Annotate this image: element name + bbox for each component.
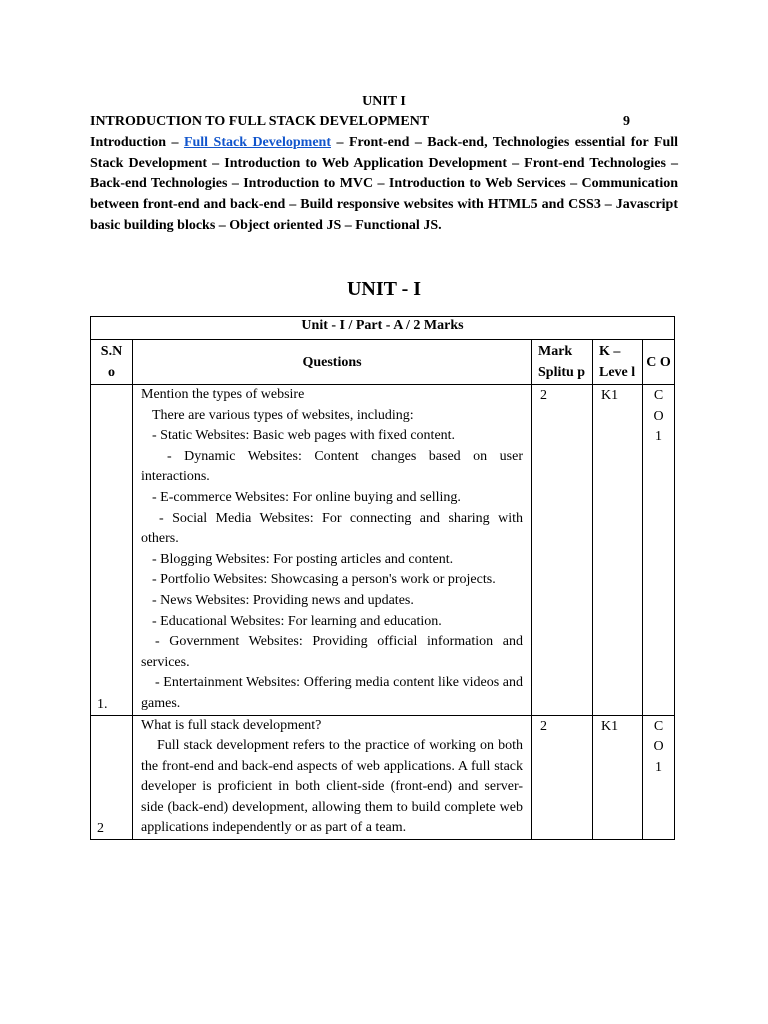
co-char: O [653, 408, 664, 424]
unit-heading: UNIT I [362, 94, 406, 109]
answer-line: - Government Websites: Providing official information and services. [141, 634, 523, 670]
intro-title: INTRODUCTION TO FULL STACK DEVELOPMENT [90, 114, 430, 129]
answer-line: - News Websites: Providing news and updates. [152, 592, 414, 608]
answer-line: - Portfolio Websites: Showcasing a person's work or projects. [152, 572, 496, 588]
syllabus-prefix: Introduction – [90, 135, 184, 150]
answer-line: - Dynamic Websites: Content changes based on user interactions. [141, 448, 523, 485]
co-char: C [653, 388, 664, 403]
row-question-cell [133, 385, 532, 716]
answer-line: - Blogging Websites: For posting articles and content. [152, 551, 454, 567]
answer-line: - Static Websites: Basic web pages with fixed content. [152, 428, 456, 444]
syllabus-paragraph [90, 133, 678, 237]
answer-line: - Social Media Websites: For connecting and sharing with others. [141, 510, 523, 547]
co-char: 1 [655, 429, 662, 445]
answer-line: - E-commerce Websites: For online buying and selling. [152, 489, 461, 505]
row-sno: 1. [91, 385, 133, 716]
column-header-mark: Mark Splitu p [532, 340, 593, 385]
questions-table [90, 316, 675, 840]
column-header-questions: Questions [133, 340, 532, 385]
full-stack-development-link[interactable]: Full Stack Development [183, 135, 331, 150]
table-row [91, 715, 675, 840]
answer-line: There are various types of websites, including: [152, 407, 414, 423]
row-mark: 2 [532, 715, 593, 840]
part-title-row [91, 317, 675, 340]
table-row [91, 385, 675, 716]
row-mark: 2 [532, 385, 593, 716]
co-char: C [653, 718, 664, 734]
intro-hours: 9 [623, 114, 630, 129]
question-text: Mention the types of websire [141, 387, 305, 402]
part-title: Unit - I / Part - A / 2 Marks [91, 317, 675, 340]
co-char: O [653, 739, 664, 755]
answer-line: Full stack development refers to the practice of working on both the front-end and back-end aspects of web applications. A full stack developer is proficient in both client-side (front-end) and server-side (back-end) development, allowing them to build complete web applications independently or as part of a team. [141, 738, 523, 836]
column-header-co: C O [643, 340, 675, 385]
row-co [643, 715, 675, 840]
column-header-k-level: K – Leve l [593, 340, 643, 385]
answer-line: - Entertainment Websites: Offering media content like videos and games. [141, 675, 523, 711]
co-char: 1 [655, 759, 662, 775]
syllabus-rest: – Front-end – Back-end, Technologies essential for Full Stack Development – Introduction to Web Application Development – Front-end Technologies – Back-end Technologies – Introduction to MVC – Introduction to Web Services – Communication between front-end and back-end – Build responsive websites with HTML5 and CSS3 – Javascript basic building blocks – Object oriented JS – Functional JS. [90, 135, 679, 233]
column-header-sno: S.N o [91, 340, 133, 385]
column-header-row [91, 340, 675, 385]
answer-line: - Educational Websites: For learning and education. [152, 613, 442, 629]
row-question-cell [133, 715, 532, 840]
unit-title: UNIT - I [346, 278, 422, 300]
question-text: What is full stack development? [141, 717, 322, 733]
row-k-level: K1 [593, 385, 643, 716]
row-sno: 2 [91, 715, 133, 840]
row-k-level: K1 [593, 715, 643, 840]
intro-title-line [90, 114, 678, 130]
row-co [643, 385, 675, 716]
